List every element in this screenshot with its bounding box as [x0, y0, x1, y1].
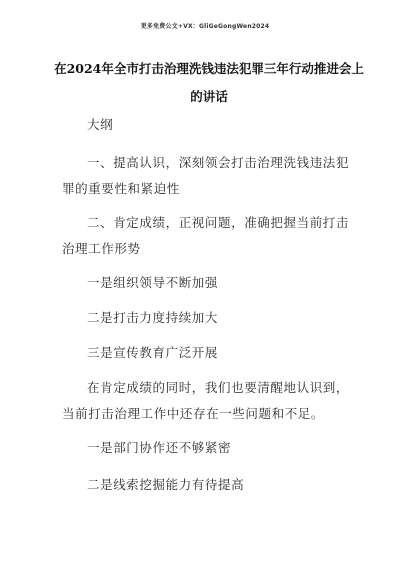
paragraph: 在肯定成绩的同时，我们也要清醒地认识到，当前打击治理工作中还存在一些问题和不足。	[62, 380, 350, 421]
paragraph: 一、提高认识，深刻领会打击治理洗钱违法犯罪的重要性和紧迫性	[62, 155, 350, 196]
paragraph: 一是部门协作还不够紧密	[87, 440, 232, 455]
paragraph: 一是组织领导不断加强	[87, 275, 219, 290]
paragraph: 三是宣传教育广泛开展	[87, 345, 219, 360]
paragraph: 二是打击力度持续加大	[87, 310, 219, 325]
document-title: 在2024年全市打击治理洗钱违法犯罪三年行动推进会上的讲话	[54, 61, 364, 104]
paragraph: 二、肯定成绩，正视问题，准确把握当前打击治理工作形势	[62, 215, 350, 256]
paragraph-outline: 大纲	[87, 117, 114, 132]
paragraph: 二是线索挖掘能力有待提高	[87, 477, 245, 492]
header-note: 更多免费公文+VX：GliGeGongWen2024	[140, 23, 270, 30]
